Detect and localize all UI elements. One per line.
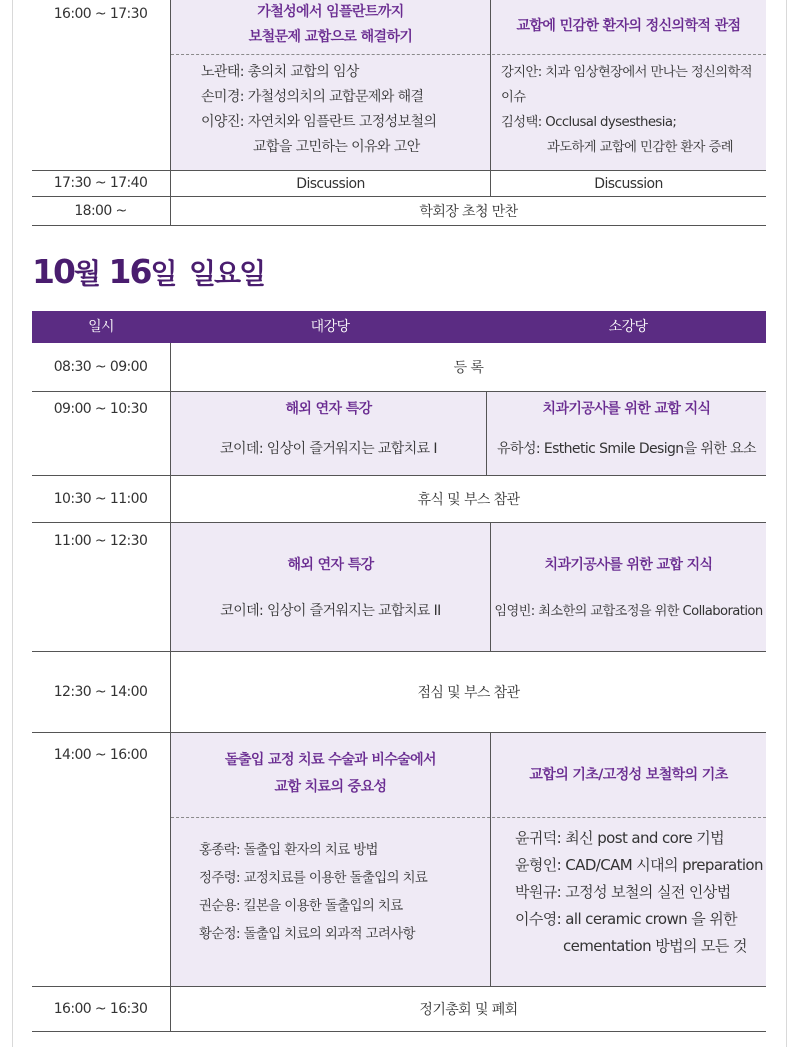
date-weekday: 일요일 [189, 257, 265, 290]
left-border [12, 0, 13, 1047]
speaker-item: 권순용: 킬본을 이용한 돌출입의 치료 [199, 899, 403, 914]
small-hall-session [491, 0, 766, 170]
time-cell: 16:00 ~ 16:30 [53, 1001, 148, 1017]
session-title: 교합에 민감한 환자의 정신의학적 관점 [516, 18, 741, 34]
date-month: 10 [32, 252, 74, 291]
speaker-item: 손미경: 가철성의치의 교합문제와 해결 [201, 89, 424, 105]
session-title: 해외 연자 특강 [287, 557, 374, 573]
session-title-line: 돌출입 교정 치료 수술과 비수술에서 [225, 752, 436, 768]
dinner-cell: 학회장 초청 만찬 [170, 197, 766, 225]
speaker-item: 김성택: Occlusal dysesthesia; [501, 115, 677, 130]
time-cell: 10:30 ~ 11:00 [53, 491, 148, 507]
session-title-line: 교합 치료의 중요성 [274, 779, 387, 795]
discussion-small: Discussion [594, 175, 663, 192]
table-row [32, 733, 766, 987]
speaker-item: 코이데: 임상이 즐거워지는 교합치료 II [220, 603, 441, 619]
speaker-item: 이수영: all ceramic crown 을 위한 [515, 910, 738, 928]
speaker-item: 과도하게 교합에 민감한 환자 증례 [547, 140, 733, 155]
time-cell: 14:00 ~ 16:00 [53, 747, 148, 763]
session-cell [170, 523, 766, 651]
speaker-list [199, 837, 490, 949]
speaker-item: 코이데: 임상이 즐거워지는 교합치료 I [220, 441, 437, 457]
day1-schedule-table [32, 0, 766, 226]
session-cell [170, 733, 766, 986]
time-cell: 18:00 ~ [74, 203, 127, 219]
time-cell: 17:30 ~ 17:40 [53, 175, 148, 191]
time-cell: 09:00 ~ 10:30 [53, 401, 148, 417]
header-time: 일시 [88, 319, 114, 335]
speaker-list [491, 60, 766, 160]
table-row [32, 197, 766, 226]
speaker-item: 홍종락: 돌출입 환자의 치료 방법 [199, 843, 378, 858]
session-cell [170, 0, 766, 170]
table-row [32, 392, 766, 476]
header-main-hall: 대강당 [310, 319, 350, 335]
header-small-hall: 소강당 [608, 319, 648, 335]
session-title: 치과기공사를 위한 교합 지식 [544, 557, 713, 573]
speaker-item: 임영빈: 최소한의 교합조정을 위한 Collaboration [494, 604, 763, 619]
speaker-item: 박원규: 고정성 보철의 실전 인상법 [515, 883, 731, 901]
day2-schedule-table [32, 343, 766, 1032]
registration-cell: 등 록 [170, 343, 766, 391]
table-row [32, 652, 766, 733]
dashed-separator [171, 817, 766, 818]
time-cell: 08:30 ~ 09:00 [53, 359, 148, 375]
date-day: 16 [108, 252, 151, 291]
session-cell [170, 392, 766, 475]
table-row [32, 343, 766, 392]
time-cell: 16:00 ~ 17:30 [53, 6, 148, 22]
speaker-item: 윤귀덕: 최신 post and core 기법 [515, 829, 725, 847]
main-hall-session [171, 392, 486, 475]
table-row [32, 523, 766, 652]
session-title: 치과기공사를 위한 교합 지식 [542, 401, 711, 417]
speaker-item: 이양진: 자연치와 임플란트 고정성보철의 [201, 114, 437, 130]
speaker-item: 윤형인: CAD/CAM 시대의 preparation [515, 856, 763, 874]
lunch-cell: 점심 및 부스 참관 [170, 652, 766, 732]
speaker-item: 황순정: 돌출입 치료의 외과적 고려사항 [199, 927, 415, 942]
speaker-item: 강지안: 치과 임상현장에서 만나는 정신의학적 이슈 [501, 65, 753, 105]
session-cell [170, 171, 766, 196]
small-hall-session [487, 392, 766, 475]
closing-cell: 정기총회 및 폐회 [170, 987, 766, 1031]
speaker-item: cementation 방법의 모든 것 [563, 937, 747, 955]
day-heading [32, 248, 264, 298]
table-row [32, 987, 766, 1032]
session-title-line: 보철문제 교합으로 해결하기 [248, 29, 413, 45]
session-title: 교합의 기초/고정성 보철학의 기초 [529, 766, 728, 783]
speaker-item: 노관태: 총의치 교합의 임상 [201, 64, 359, 80]
session-title [171, 747, 490, 801]
main-hall-session [171, 523, 490, 651]
main-hall-session [171, 733, 490, 986]
time-cell: 12:30 ~ 14:00 [53, 684, 148, 700]
date-day-unit: 일 [150, 257, 176, 290]
small-hall-session [491, 733, 766, 986]
speaker-item: 유하성: Esthetic Smile Design을 위한 요소 [497, 441, 756, 457]
main-hall-session [171, 0, 490, 170]
speaker-item: 교합을 고민하는 이유와 고안 [253, 139, 420, 155]
table-row [32, 476, 766, 523]
speaker-list [201, 60, 486, 160]
time-cell: 11:00 ~ 12:30 [53, 533, 148, 549]
session-title: 해외 연자 특강 [285, 401, 372, 417]
discussion-main: Discussion [296, 175, 365, 192]
session-title [171, 0, 490, 50]
dashed-separator [171, 54, 766, 55]
small-hall-session [491, 523, 766, 651]
break-cell: 휴식 및 부스 참관 [170, 476, 766, 522]
session-title-line: 가철성에서 임플란트까지 [257, 4, 404, 20]
table-row [32, 171, 766, 197]
speaker-item: 정주령: 교정치료를 이용한 돌출입의 치료 [199, 871, 428, 886]
right-border [786, 0, 787, 1047]
table-row [32, 0, 766, 171]
speaker-list [515, 825, 766, 960]
date-month-unit: 월 [73, 257, 99, 290]
table-header [32, 311, 766, 343]
